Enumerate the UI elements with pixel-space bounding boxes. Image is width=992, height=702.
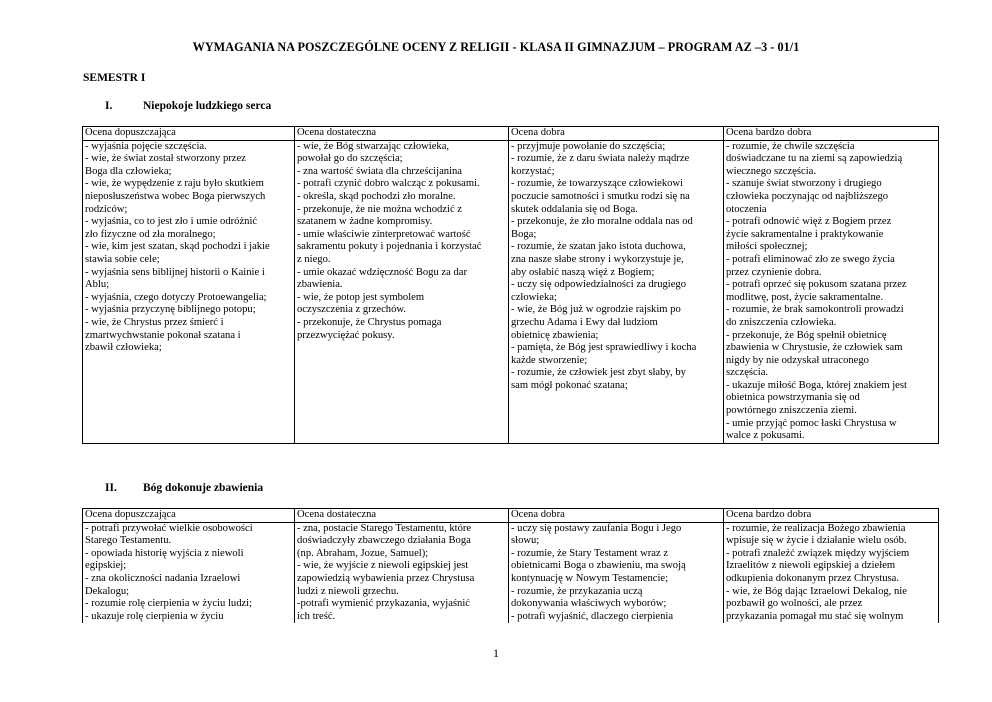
header-cell: Ocena dobra (509, 509, 724, 523)
requirement-line: powtórnego zniszczenia ziemi. (726, 405, 857, 417)
requirement-line: - ukazuje rolę cierpienia w życiu (85, 610, 224, 622)
requirement-line: - przekonuje, że Chrystus pomaga (297, 316, 442, 328)
requirement-line: - rozumie, że brak samokontroli prowadzi (726, 304, 904, 316)
requirement-line: kontynuację w Nowym Testamencie; (511, 572, 669, 584)
requirements-table-2 (82, 508, 939, 623)
header-cell: Ocena dopuszczająca (83, 127, 295, 141)
requirement-line: odkupienia dokonanym przez Chrystusa. (726, 572, 899, 584)
grade-cell-dobra (509, 140, 724, 443)
requirement-line: - wie, że Bóg dając Izraelowi Dekalog, nie (726, 585, 907, 597)
requirement-line: człowieka poczynając od najbliższego (726, 190, 889, 202)
requirement-line: każde stworzenie; (511, 354, 588, 366)
requirement-line: doświadczyły zbawczego działania Boga (297, 535, 471, 547)
requirement-line: - rozumie rolę cierpienia w życiu ludzi; (85, 598, 253, 610)
requirement-line: grzechu Adama i Ewy dał ludziom (511, 316, 658, 328)
requirement-line: nigdy by nie odzyskał utraconego (726, 354, 869, 366)
requirement-line: - ukazuje miłość Boga, której znakiem jest (726, 379, 907, 391)
requirement-line: - potrafi znaleźć związek między wyjściem (726, 547, 910, 559)
requirement-line: przez czynienie dobra. (726, 266, 822, 278)
requirement-line: - zna okoliczności nadania Izraelowi (85, 572, 241, 584)
requirement-line: rodziców; (85, 203, 128, 215)
requirement-line: nieposłuszeństwa wobec Boga pierwszych (85, 190, 266, 202)
requirement-line: - rozumie, że szatan jako istota duchowa, (511, 241, 686, 253)
requirement-line: - rozumie, że chwile szczęścia (726, 140, 855, 152)
requirement-line: walce z pokusami. (726, 430, 805, 442)
requirement-line: życie sakramentalne i praktykowanie (726, 228, 884, 240)
requirement-line: - rozumie, że przykazania uczą (511, 585, 643, 597)
requirement-line: - przekonuje, że nie można wchodzić z (297, 203, 463, 215)
requirement-line: - wie, kim jest szatan, skąd pochodzi i jakie (85, 241, 270, 253)
requirement-line: -potrafi wymienić przykazania, wyjaśnić (297, 598, 470, 610)
requirement-line: - wie, że wyjście z niewoli egipskiej jest (297, 560, 469, 572)
requirement-line: - pamięta, że Bóg jest sprawiedliwy i kocha (511, 342, 697, 354)
requirement-line: stawia sobie cele; (85, 253, 160, 265)
requirement-line: - zna wartość świata dla chrześcijanina (297, 165, 463, 177)
header-cell: Ocena dopuszczająca (83, 509, 295, 523)
requirement-line: korzystać; (511, 165, 555, 177)
requirement-line: - przekonuje, że zło moralne oddala nas od (511, 216, 693, 228)
requirement-line: zapowiedzią wybawienia przez Chrystusa (297, 572, 475, 584)
requirement-line: Boga dla człowieka; (85, 165, 172, 177)
requirement-line: pozbawił go wolności, ale przez (726, 598, 863, 610)
table-row (83, 140, 939, 443)
section-numeral: I. (105, 100, 113, 112)
requirement-line: - wyjaśnia pojęcie szczęścia. (85, 140, 207, 152)
header-cell: Ocena bardzo dobra (724, 127, 939, 141)
requirement-line: człowieka; (511, 291, 557, 303)
requirement-line: obietnicę zbawienia; (511, 329, 599, 341)
grade-cell-dopuszczajaca (83, 522, 295, 623)
grade-cell-dostateczna (295, 522, 509, 623)
requirement-line: oczyszczenia z grzechów. (297, 304, 407, 316)
requirement-line: Boga; (511, 228, 537, 240)
requirement-line: - uczy się odpowiedzialności za drugiego (511, 279, 687, 291)
section-heading-1 (83, 100, 271, 112)
requirement-line: zbawił człowieka; (85, 342, 162, 354)
grade-cell-dostateczna (295, 140, 509, 443)
requirement-line: - opowiada historię wyjścia z niewoli (85, 547, 244, 559)
grade-cell-bardzo-dobra (724, 140, 939, 443)
requirement-line: skutek oddalania się od Boga. (511, 203, 638, 215)
grade-cell-dobra (509, 522, 724, 623)
requirement-line: doświadczane tu na ziemi są zapowiedzią (726, 153, 903, 165)
requirement-line: - rozumie, że Stary Testament wraz z (511, 547, 669, 559)
requirement-line: z niego. (297, 253, 331, 265)
requirement-line: - zna, postacie Starego Testamentu, które (297, 522, 472, 534)
grade-cell-dopuszczajaca (83, 140, 295, 443)
page-number: 1 (493, 646, 499, 660)
requirement-line: - potrafi oprzeć się pokusom szatana przez (726, 279, 907, 291)
requirement-line: zna nasze słabe strony i wykorzystuje je, (511, 253, 684, 265)
requirement-line: - potrafi przywołać wielkie osobowości (85, 522, 253, 534)
requirement-line: - wie, że wypędzenie z raju było skutkiem (85, 178, 264, 190)
requirement-line: Izraelitów z niewoli egipskiej a dziełem (726, 560, 896, 572)
header-cell: Ocena dobra (509, 127, 724, 141)
requirement-line: - potrafi wyjaśnić, dlaczego cierpienia (511, 610, 674, 622)
requirement-line: Starego Testamentu. (85, 535, 172, 547)
requirement-line: aby osłabić naszą więź z Bogiem; (511, 266, 655, 278)
requirement-line: - wyjaśnia, czego dotyczy Protoewangelia; (85, 291, 267, 303)
table-header-row (83, 509, 939, 523)
header-cell: Ocena dostateczna (295, 509, 509, 523)
requirement-line: - wie, że Chrystus przez śmierć i (85, 316, 224, 328)
requirement-line: ich treść. (297, 610, 336, 622)
requirement-line: - przekonuje, że Bóg spełnił obietnicę (726, 329, 887, 341)
requirement-line: (np. Abraham, Jozue, Samuel); (297, 547, 429, 559)
requirement-line: przezwyciężać pokusy. (297, 329, 395, 341)
requirement-line: poczucie samotności i smutku rodzi się na (511, 190, 690, 202)
requirement-line: - wyjaśnia, co to jest zło i umie odróżnić (85, 216, 258, 228)
requirement-line: wpisuje się w życie i działanie wielu osób. (726, 535, 907, 547)
requirement-line: przykazania pomagał mu stać się wolnym (726, 610, 904, 622)
requirement-line: wiecznego szczęścia. (726, 165, 816, 177)
requirement-line: - rozumie, że człowiek jest zbyt słaby, by (511, 367, 686, 379)
requirement-line: obietnicami Boga o zbawieniu, ma swoją (511, 560, 686, 572)
requirement-line: - potrafi czynić dobro walcząc z pokusami. (297, 178, 480, 190)
requirement-line: słowu; (511, 535, 540, 547)
requirement-line: dokonywania właściwych wyborów; (511, 598, 667, 610)
requirement-line: zbawienia. (297, 279, 343, 291)
requirement-line: egipskiej; (85, 560, 127, 572)
requirement-line: otoczenia (726, 203, 767, 215)
requirement-line: - wie, że potop jest symbolem (297, 291, 425, 303)
requirement-line: zmartwychwstanie pokonał szatana i (85, 329, 241, 341)
requirement-line: zło fizyczne od zła moralnego; (85, 228, 216, 240)
requirement-line: Dekalogu; (85, 585, 130, 597)
requirement-line: obietnica powstrzymania się od (726, 392, 860, 404)
requirement-line: zbawienia w Chrystusie, że człowiek sam (726, 342, 903, 354)
requirement-line: - przyjmuje powołanie do szczęścia; (511, 140, 666, 152)
requirement-line: - wie, że Bóg już w ogrodzie rajskim po (511, 304, 681, 316)
requirement-line: - potrafi eliminować zło ze swego życia (726, 253, 895, 265)
requirement-line: modlitwę, post, życie sakramentalne. (726, 291, 884, 303)
header-cell: Ocena bardzo dobra (724, 509, 939, 523)
requirement-line: Ablu; (85, 279, 110, 291)
grade-cell-bardzo-dobra (724, 522, 939, 623)
requirement-line: miłości społecznej; (726, 241, 808, 253)
requirement-line: ludzi z niewoli grzechu. (297, 585, 399, 597)
requirement-line: powołał go do szczęścia; (297, 153, 403, 165)
requirement-line: - szanuje świat stworzony i drugiego (726, 178, 882, 190)
requirement-line: - wie, że świat został stworzony przez (85, 153, 246, 165)
requirement-line: - wyjaśnia sens biblijnej historii o Kainie i (85, 266, 265, 278)
requirement-line: szatanem w żadne kompromisy. (297, 216, 433, 228)
requirement-line: - określa, skąd pochodzi zło moralne. (297, 190, 456, 202)
section-title: Bóg dokonuje zbawienia (143, 482, 264, 494)
requirement-line: - uczy się postawy zaufania Bogu i Jego (511, 522, 682, 534)
requirement-line: - rozumie, że realizacja Bożego zbawienia (726, 522, 906, 534)
table-row (83, 522, 939, 623)
requirement-line: - rozumie, że z daru świata należy mądrze (511, 153, 690, 165)
requirement-line: szczęścia. (726, 367, 769, 379)
requirement-line: sam mógł pokonać szatana; (511, 379, 628, 391)
requirement-line: do zniszczenia człowieka. (726, 316, 837, 328)
requirement-line: - umie właściwie zinterpretować wartość (297, 228, 471, 240)
requirement-line: sakramentu pokuty i pojednania i korzystać (297, 241, 482, 253)
document-title: WYMAGANIA NA POSZCZEGÓLNE OCENY Z RELIGII - KLASA II GIMNAZJUM – PROGRAM AZ –3 - 01/1 (192, 40, 800, 54)
section-title: Niepokoje ludzkiego serca (143, 100, 272, 112)
requirement-line: - wyjaśnia przyczynę biblijnego potopu; (85, 304, 256, 316)
table-header-row (83, 127, 939, 141)
requirement-line: - potrafi odnowić więź z Bogiem przez (726, 216, 892, 228)
requirement-line: - umie przyjąć pomoc łaski Chrystusa w (726, 417, 897, 429)
requirement-line: - umie okazać wdzięczność Bogu za dar (297, 266, 468, 278)
requirement-line: - rozumie, że towarzyszące człowiekowi (511, 178, 684, 190)
semester-heading: SEMESTR I (83, 72, 146, 84)
section-heading-2 (83, 482, 263, 494)
header-cell: Ocena dostateczna (295, 127, 509, 141)
requirements-table-1 (82, 126, 939, 444)
requirement-line: - wie, że Bóg stwarzając człowieka, (297, 140, 450, 152)
section-numeral: II. (105, 482, 117, 494)
